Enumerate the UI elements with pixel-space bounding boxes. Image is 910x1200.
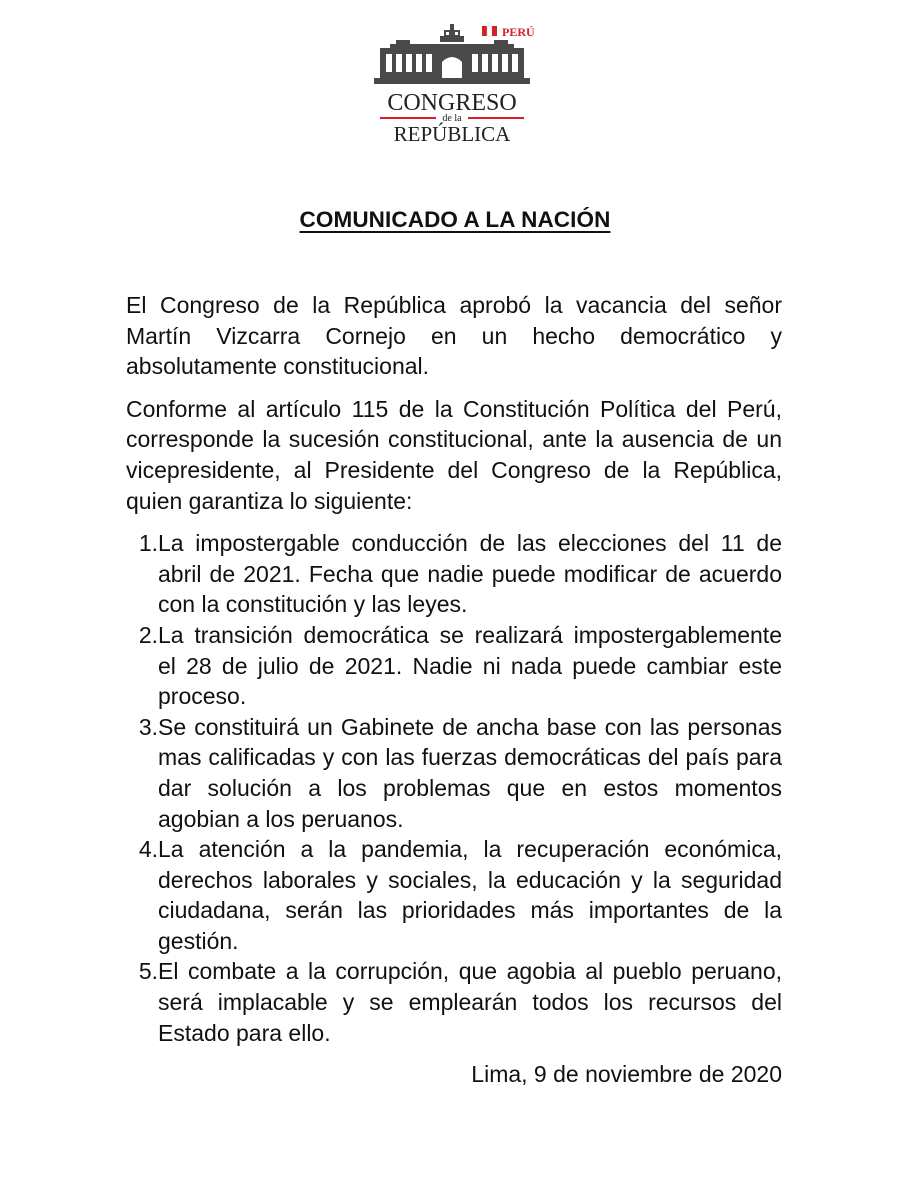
list-item-text: Se constituirá un Gabinete de ancha base con las personas mas calificadas y con las fuerzas democráticas del país para dar solución a los problemas que en estos momentos agobian a los peruanos.: [158, 713, 782, 832]
paragraph-succession: Conforme al artículo 115 de la Constitución Política del Perú, corresponde la sucesión constitucional, ante la ausencia de un vicepresidente, al Presidente del Congreso de la República, quien garantiza lo siguiente:: [126, 395, 782, 514]
logo-line1: CONGRESO: [387, 90, 517, 116]
paragraph-intro: El Congreso de la República aprobó la vacancia del señor Martín Vizcarra Cornejo en un hecho democrático y absolutamente constitucional.: [126, 292, 782, 380]
list-item: [126, 834, 782, 956]
list-item: [126, 956, 782, 1048]
communique-body: [126, 290, 782, 1090]
congress-building-emblem: [366, 22, 538, 146]
list-item-number: 3.: [138, 713, 158, 740]
logo-line2: de la: [442, 113, 462, 124]
list-item-text: La impostergable conducción de las elecciones del 11 de abril de 2021. Fecha que nadie puede modificar de acuerdo con la constitución y las leyes.: [158, 530, 782, 618]
list-item-number: 5.: [138, 958, 158, 985]
list-item-number: 2.: [138, 621, 158, 648]
list-item-text: La transición democrática se realizará impostergablemente el 28 de julio de 2021. Nadie ni nada puede cambiar este proceso.: [158, 621, 782, 710]
list-item-number: 4.: [138, 836, 158, 863]
list-item: [126, 528, 782, 620]
list-item-text: La atención a la pandemia, la recuperación económica, derechos laborales y sociales, la educación y la seguridad ciudadana, serán las prioridades más importantes de la gestión.: [158, 836, 782, 954]
list-item: [126, 712, 782, 834]
list-item-number: 1.: [138, 530, 158, 557]
place-date-signoff: Lima, 9 de noviembre de 2020: [471, 1061, 782, 1088]
logo-line3: REPÚBLICA: [393, 122, 511, 146]
guarantees-list: [126, 528, 782, 1048]
congress-logo: [366, 22, 538, 146]
page-title: COMUNICADO A LA NACIÓN: [299, 207, 611, 232]
list-item-text: El combate a la corrupción, que agobia al pueblo peruano, será implacable y se emplearán todos los recursos del Estado para ello.: [158, 958, 782, 1046]
list-item: [126, 620, 782, 712]
logo-country: PERÚ: [502, 25, 535, 39]
